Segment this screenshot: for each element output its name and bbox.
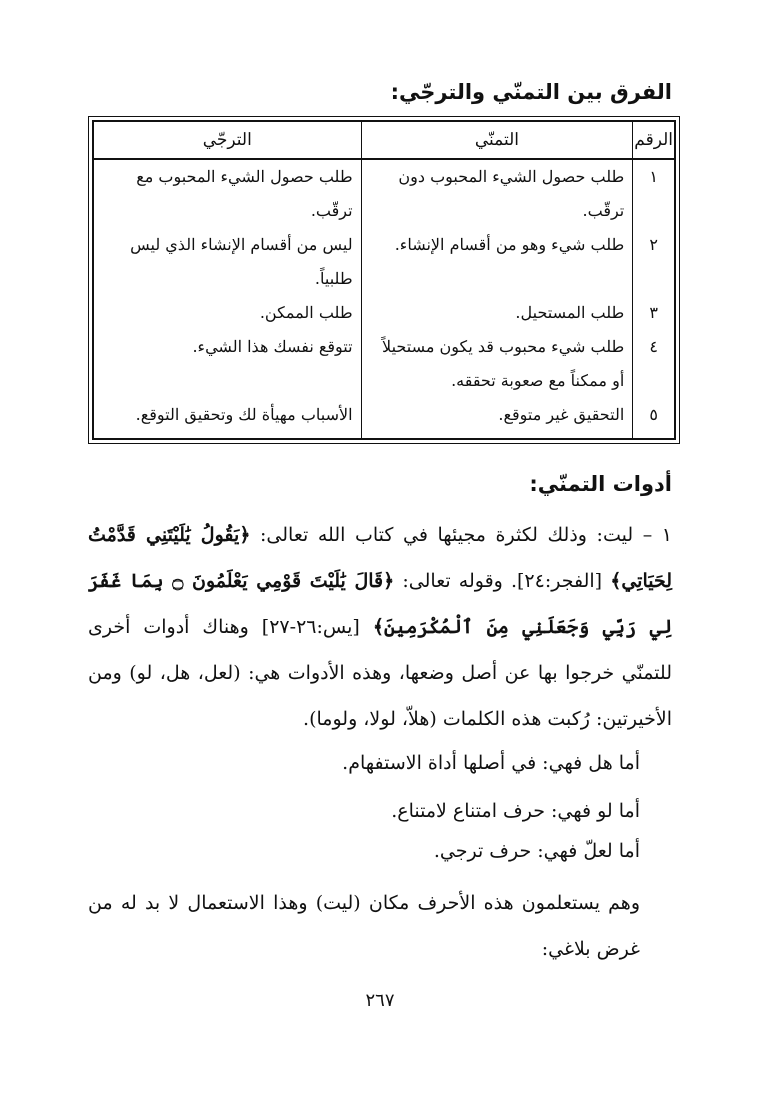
paragraph-lead: ١ – ليت: وذلك لكثرة مجيئها في كتاب الله تعالى: xyxy=(250,524,672,546)
verse-reference: [الفجر:٢٤]. وقوله تعالى: xyxy=(394,570,611,592)
cell-tarajji: ليس من أقسام الإنشاء الذي ليس طلبياً. xyxy=(93,228,361,296)
line-laalla: أما لعلّ فهي: حرف ترجي. xyxy=(433,840,640,862)
table-row xyxy=(93,296,675,330)
cell-tamanni: طلب المستحيل. xyxy=(361,296,633,330)
comparison-table xyxy=(92,120,676,440)
cell-tamanni: طلب شيء وهو من أقسام الإنشاء. xyxy=(361,228,633,296)
cell-tamanni: التحقيق غير متوقع. xyxy=(361,398,633,439)
table-row xyxy=(93,398,675,439)
row-number: ٢ xyxy=(633,228,675,296)
section-title-difference: الفرق بين التمنّي والترجّي: xyxy=(390,80,672,104)
row-number: ٣ xyxy=(633,296,675,330)
header-tamanni: التمنّي xyxy=(361,121,633,159)
cell-tarajji: تتوقع نفسك هذا الشيء. xyxy=(93,330,361,398)
table-row xyxy=(93,228,675,296)
table-row xyxy=(93,330,675,398)
cell-tamanni: طلب حصول الشيء المحبوب دون ترقّب. xyxy=(361,159,633,228)
row-number: ٥ xyxy=(633,398,675,439)
header-tarajji: الترجّي xyxy=(93,121,361,159)
header-number: الرقم xyxy=(633,121,675,159)
cell-tamanni: طلب شيء محبوب قد يكون مستحيلاً أو ممكناً مع صعوبة تحققه. xyxy=(361,330,633,398)
paragraph-rest: [يس:٢٦-٢٧] وهناك أدوات أخرى للتمنّي خرجوا بها عن أصل وضعها، وهذه الأدوات هي: (لعل، هل، لو) ومن الأخيرتين: رُكبت هذه الكلمات (هلاّ، لولا، ولوما). xyxy=(88,616,672,730)
cell-tarajji: طلب الممكن. xyxy=(93,296,361,330)
quran-verse-fajr: ﴿يَقُولُ يَٰلَيْتَنِي قَدَّمْتُ لِحَيَاتِي﴾ xyxy=(88,524,673,592)
paragraph-layt xyxy=(88,512,672,742)
row-number: ١ xyxy=(633,159,675,228)
table-header-row xyxy=(93,121,675,159)
comparison-table-frame xyxy=(88,116,680,444)
cell-tarajji: طلب حصول الشيء المحبوب مع ترقّب. xyxy=(93,159,361,228)
quran-verse-yasin: ﴿قَالَ يَٰلَيْتَ قَوْمِي يَعْلَمُونَ ۝ بِمَا غَفَرَ لِي رَبِّي وَجَعَلَنِي مِنَ ٱلْمُكْرَمِينَ﴾ xyxy=(88,570,672,638)
section-title-tools: أدوات التمنّي: xyxy=(529,472,672,496)
line-law: أما لو فهي: حرف امتناع لامتناع. xyxy=(391,800,640,822)
line-hal: أما هل فهي: في أصلها أداة الاستفهام. xyxy=(342,752,640,774)
row-number: ٤ xyxy=(633,330,675,398)
table-row xyxy=(93,159,675,228)
paragraph-usage: وهم يستعلمون هذه الأحرف مكان (ليت) وهذا الاستعمال لا بد له من غرض بلاغي: xyxy=(88,892,640,960)
page-number: ٢٦٧ xyxy=(365,990,395,1011)
cell-tarajji: الأسباب مهيأة لك وتحقيق التوقع. xyxy=(93,398,361,439)
